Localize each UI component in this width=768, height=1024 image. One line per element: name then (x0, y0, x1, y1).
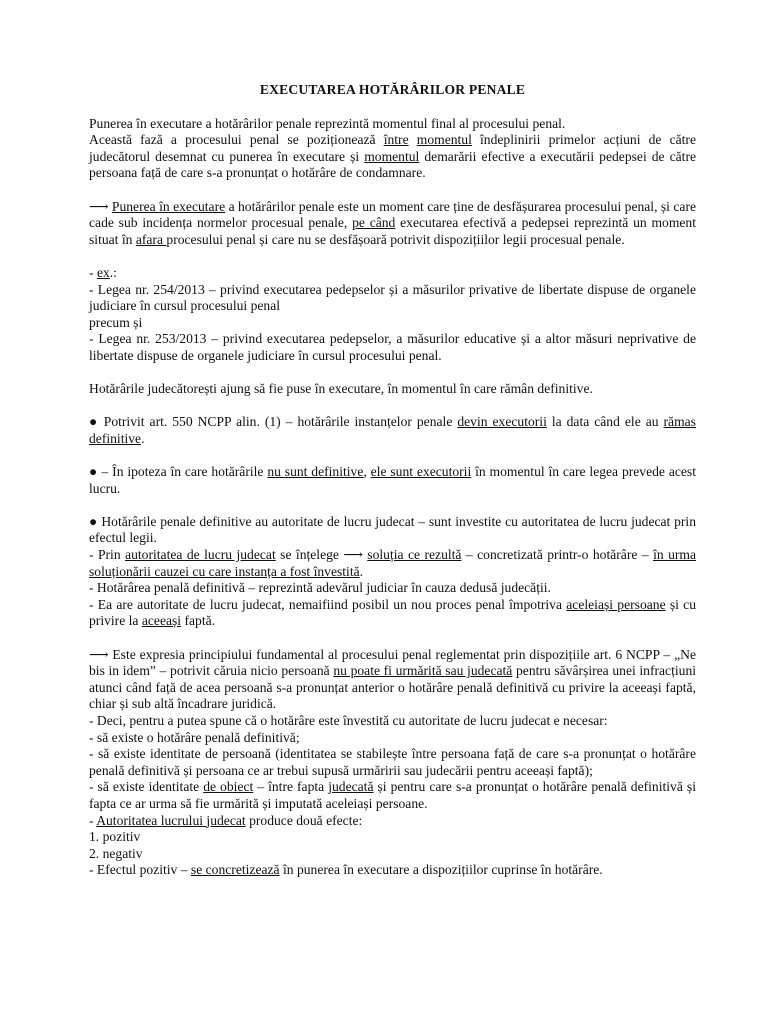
text-run: - să existe o hotărâre penală definitivă; (89, 729, 300, 745)
paragraph (89, 331, 696, 364)
underlined-text: Autoritatea lucrului judecat (96, 812, 246, 828)
text-run: - Efectul pozitiv – (89, 862, 191, 878)
paragraph (89, 116, 696, 133)
underlined-text: soluția ce rezultă (367, 547, 462, 563)
text-run: și cu privire la (89, 596, 696, 629)
paragraph (89, 647, 696, 713)
underlined-text: între (383, 132, 409, 148)
text-run: - să existe identitate (89, 779, 204, 795)
paragraph-spacer (89, 398, 696, 415)
text-run: , (363, 464, 371, 480)
text-run: - Ea are autoritate de lucru judecat, nemaifiind posibil un nou proces penal împotriva (89, 596, 567, 612)
underlined-text: nu poate fi urmărită sau judecată (333, 663, 513, 679)
text-run: pentru săvârșirea unei infracțiuni atunci când față de acea persoană s-a pronunțat anterior o hotărâre penală definitivă cu privire la aceeași faptă, chiar și sub altă încadrare juridică. (89, 663, 697, 712)
text-run: Această fază a procesului penal se poziționează (89, 132, 384, 148)
paragraph (89, 514, 696, 547)
text-run (409, 132, 417, 147)
underlined-text: afara (135, 231, 167, 247)
paragraph-spacer (89, 497, 696, 514)
underlined-text: momentul (364, 148, 420, 164)
underlined-text: ele sunt executorii (370, 464, 472, 480)
text-run: - să existe identitate de persoană (identitatea se stabilește între persoana față de care s-a pronunțat o hotărâre penală definitivă și persoana ce ar trebui supusă urmăririi sau judecării pentru aceeași faptă); (89, 746, 696, 778)
text-run: . (359, 563, 364, 579)
text-run: – concretizată printr-o hotărâre – (461, 547, 654, 563)
underlined-text: de obiect (203, 779, 254, 795)
text-run: Punerea în executare a hotărârilor penale reprezintă momentul final al procesului penal. (89, 115, 566, 131)
underlined-text: în urma soluționării cauzei cu care instanța a fost învestită (89, 547, 696, 579)
text-run: ⟶ Este expresia principiului fundamental al procesului penal reglementat prin dispozițiile art. 6 NCPP – „Ne bis in idem” – potrivit căruia nicio persoană (89, 646, 696, 679)
paragraph (89, 381, 696, 398)
text-run: - (89, 812, 97, 828)
paragraph (89, 282, 696, 315)
underlined-text: momentul (416, 132, 472, 148)
text-run: ● – În ipoteza în care hotărârile (89, 464, 268, 480)
underlined-text: nu sunt definitive (267, 464, 364, 480)
paragraph (89, 862, 696, 879)
text-run: - Legea nr. 253/2013 – privind executarea pedepselor, a măsurilor educative și a altor măsuri neprivative de libertate dispuse de organele judiciare în cursul procesului penal. (89, 331, 696, 363)
paragraph (89, 464, 696, 497)
text-run: executarea efectivă a pedepsei reprezintă un moment situat în (89, 215, 697, 247)
text-run: . (141, 430, 145, 446)
text-run: în punerea în executare a dispozițiilor cuprinse în hotărâre. (279, 862, 603, 878)
paragraph (89, 414, 696, 447)
text-run: 2. negativ (89, 845, 143, 861)
paragraph (89, 265, 696, 282)
paragraph (89, 199, 696, 249)
paragraph-spacer (89, 182, 696, 199)
document-body (89, 116, 696, 879)
paragraph (89, 813, 696, 830)
text-run: demarării efective a executării pedepsei de către persoana față de care s-a pronunțat o hotărâre de condamnare. (89, 148, 697, 181)
text-run: faptă. (181, 613, 216, 629)
text-run: se înțelege ⟶ (275, 547, 368, 563)
paragraph (89, 597, 696, 630)
text-run: și pentru care s-a pronunțat o hotărâre penală definitivă și fapta ce ar urma să fie urmărită și imputată aceleiași persoane. (89, 779, 696, 811)
paragraph-spacer (89, 248, 696, 265)
document-title: EXECUTAREA HOTĂRÂRILOR PENALE (259, 82, 526, 97)
text-run: îndeplinirii primelor acțiuni de către judecătorul desemnat cu punerea în executare și (89, 132, 696, 164)
underlined-text: ex (96, 264, 110, 280)
paragraph-spacer (89, 365, 696, 382)
paragraph (89, 846, 696, 863)
text-run: - Deci, pentru a putea spune că o hotărâre este învestită cu autoritate de lucru judecat e necesar: (89, 712, 608, 728)
paragraph (89, 547, 696, 580)
paragraph (89, 580, 696, 597)
underlined-text: Punerea în executare (111, 198, 226, 214)
underlined-text: devin executorii (457, 414, 547, 430)
text-run: la data când ele au (546, 414, 664, 430)
text-run: – între fapta (253, 779, 329, 795)
text-run: produce două efecte: (245, 812, 363, 828)
text-run: precum și (89, 314, 143, 330)
text-run: Hotărârile judecătorești ajung să fie puse în executare, în momentul în care rămân definitive. (89, 381, 593, 397)
text-run: - Hotărârea penală definitivă – reprezintă adevărul judiciar în cauza dedusă judecății. (89, 580, 551, 596)
paragraph (89, 315, 696, 332)
underlined-text: aceleiași persoane (566, 596, 666, 612)
paragraph (89, 829, 696, 846)
text-run: a hotărârilor penale este un moment care ține de desfășurarea procesului penal, și care cade sub incidența normelor procesual penale, (89, 198, 696, 231)
underlined-text: rămas definitive (89, 414, 696, 446)
paragraph (89, 746, 696, 779)
text-run: ● Hotărârile penale definitive au autoritate de lucru judecat – sunt investite cu autoritatea de lucru judecat prin efectul legii. (89, 513, 696, 546)
text-run: - Legea nr. 254/2013 – privind executarea pedepselor și a măsurilor privative de libertate dispuse de organele judiciare în cursul procesului penal (89, 281, 696, 314)
text-run: ⟶ (89, 198, 112, 214)
text-run: 1. pozitiv (89, 829, 141, 845)
underlined-text: autoritatea de lucru judecat (125, 547, 276, 563)
paragraph (89, 132, 696, 182)
text-run: ● Potrivit art. 550 NCPP alin. (1) – hotărârile instanțelor penale (89, 414, 458, 430)
paragraph (89, 730, 696, 747)
underlined-text: judecată (328, 779, 374, 795)
underlined-text: se concretizează (190, 862, 280, 878)
paragraph (89, 779, 696, 812)
text-run: - (89, 264, 97, 280)
underlined-text: aceeași (141, 613, 182, 629)
underlined-text: pe când (352, 215, 396, 231)
paragraph (89, 713, 696, 730)
paragraph-spacer (89, 447, 696, 464)
text-run: .: (109, 264, 117, 280)
text-run: în momentul în care legea prevede acest lucru. (89, 464, 696, 496)
paragraph-spacer (89, 630, 696, 647)
text-run: - Prin (89, 547, 126, 563)
text-run: procesului penal și care nu se desfășoară potrivit dispozițiilor legii procesual penale. (166, 231, 625, 247)
